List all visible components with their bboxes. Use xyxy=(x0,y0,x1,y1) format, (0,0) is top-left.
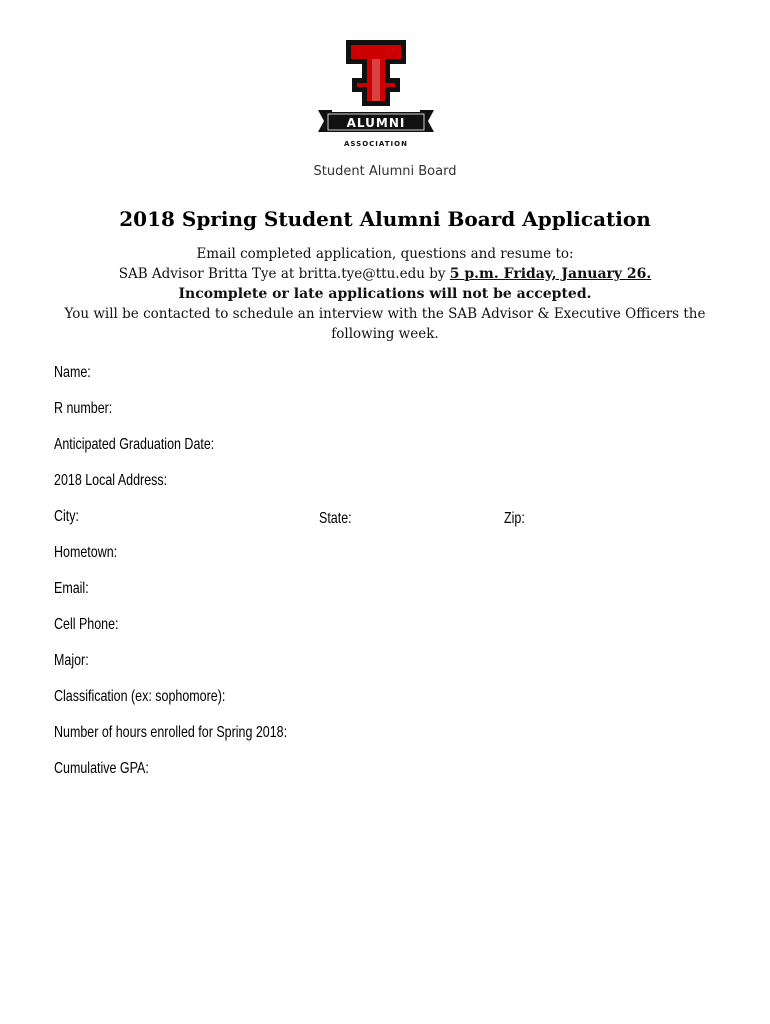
field-hometown[interactable]: Hometown: xyxy=(54,544,118,561)
field-email[interactable]: Email: xyxy=(54,580,89,597)
field-name[interactable]: Name: xyxy=(54,364,91,381)
field-local-address[interactable]: 2018 Local Address: xyxy=(54,472,168,489)
logo-subname: ASSOCIATION xyxy=(344,140,408,148)
field-classification[interactable]: Classification (ex: sophomore): xyxy=(54,688,226,705)
field-r-number[interactable]: R number: xyxy=(54,400,113,417)
field-cell-phone[interactable]: Cell Phone: xyxy=(54,616,119,633)
deadline-text: 5 p.m. Friday, January 26. xyxy=(449,266,652,282)
field-gpa[interactable]: Cumulative GPA: xyxy=(54,760,149,777)
alumni-association-logo xyxy=(316,38,436,150)
field-zip[interactable]: Zip: xyxy=(504,510,525,527)
intro-line-2-prefix: SAB Advisor Britta Tye at britta.tye@ttu.edu by xyxy=(118,266,446,282)
intro-line-2 xyxy=(40,264,730,284)
field-city[interactable]: City: xyxy=(54,508,79,525)
logo-subtitle: Student Alumni Board xyxy=(313,164,457,179)
intro-block xyxy=(40,244,730,344)
page-title: 2018 Spring Student Alumni Board Application xyxy=(119,207,651,231)
logo-name: ALUMNI xyxy=(346,116,406,130)
field-major[interactable]: Major: xyxy=(54,652,89,669)
contact-note: You will be contacted to schedule an interview with the SAB Advisor & Executive Officers the following week. xyxy=(64,306,706,342)
field-state[interactable]: State: xyxy=(319,510,352,527)
late-warning: Incomplete or late applications will not be accepted. xyxy=(178,286,592,302)
field-hours-enrolled[interactable]: Number of hours enrolled for Spring 2018: xyxy=(54,724,288,741)
intro-line-1: Email completed application, questions and resume to: xyxy=(196,246,574,262)
field-graduation-date[interactable]: Anticipated Graduation Date: xyxy=(54,436,215,453)
